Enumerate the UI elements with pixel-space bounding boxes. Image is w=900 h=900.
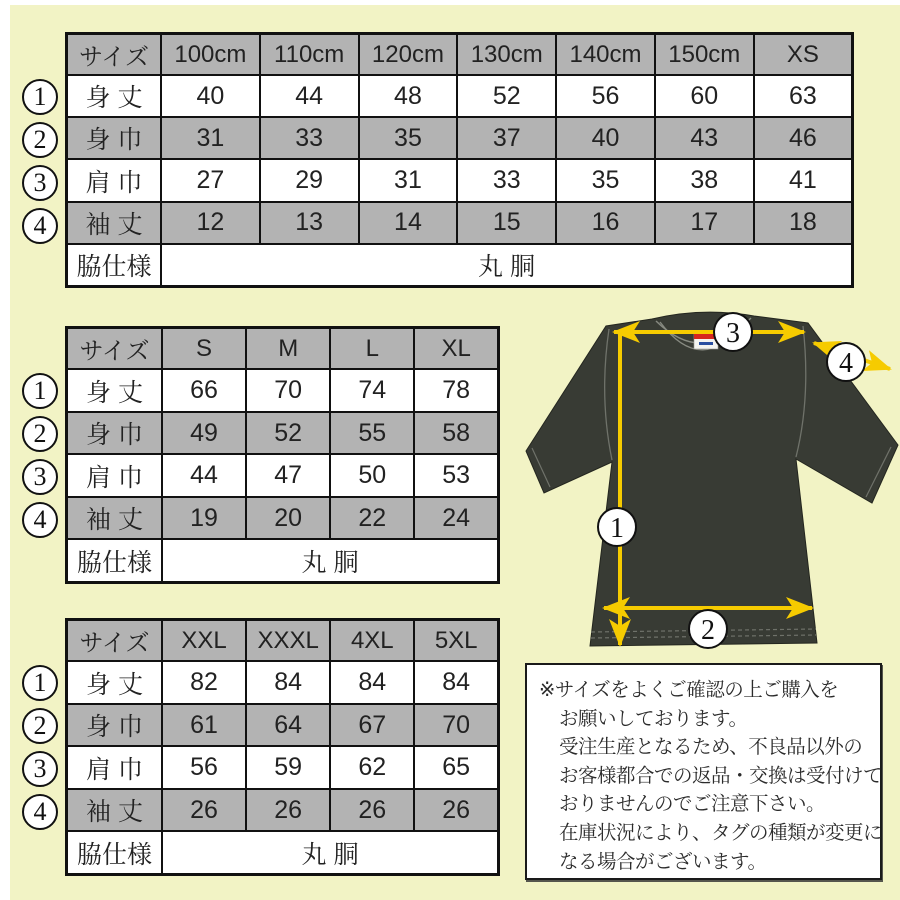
size-table (65, 326, 500, 584)
measure-row-2 (67, 117, 853, 159)
measure-value-cell: 31 (161, 117, 260, 159)
measure-value-cell: 31 (359, 159, 458, 201)
size-column-header: M (246, 328, 330, 370)
size-column-header: 140cm (556, 34, 655, 76)
measure-value-cell: 47 (246, 454, 330, 497)
side-spec-row (67, 831, 499, 874)
measure-label-cell: 身 巾 (67, 704, 163, 747)
size-column-header: 4XL (330, 620, 414, 662)
header-row (67, 34, 853, 76)
measure-value-cell: 17 (655, 202, 754, 244)
purchase-notice-box (525, 663, 882, 880)
marker-2 (689, 610, 727, 648)
size-column-header: 150cm (655, 34, 754, 76)
measure-value-cell: 15 (457, 202, 556, 244)
measure-label-cell: 身 丈 (67, 661, 163, 704)
side-spec-label-cell: 脇仕様 (67, 244, 162, 287)
measure-value-cell: 67 (330, 704, 414, 747)
side-spec-value-cell: 丸 胴 (162, 539, 499, 582)
measure-value-cell: 62 (330, 746, 414, 789)
circled-number-3: 3 (22, 751, 58, 787)
measure-row-3 (67, 159, 853, 201)
side-spec-label-cell: 脇仕様 (67, 831, 163, 874)
measure-value-cell: 29 (260, 159, 359, 201)
measure-row-1 (67, 75, 853, 117)
measure-label-cell: 肩 巾 (67, 454, 163, 497)
size-column-header: 130cm (457, 34, 556, 76)
notice-line: 受注生産となるため、不良品以外の (559, 736, 863, 759)
header-row (67, 328, 499, 370)
measure-value-cell: 44 (162, 454, 246, 497)
measure-value-cell: 56 (556, 75, 655, 117)
svg-text:2: 2 (701, 615, 715, 646)
measure-value-cell: 78 (414, 369, 498, 412)
side-spec-value-cell: 丸 胴 (162, 831, 499, 874)
measure-row-3 (67, 454, 499, 497)
measure-value-cell: 64 (246, 704, 330, 747)
measure-row-4 (67, 497, 499, 540)
size-column-header: XS (754, 34, 853, 76)
size-column-header: L (330, 328, 414, 370)
size-column-header: XXL (162, 620, 246, 662)
size-header-cell: サイズ (67, 328, 163, 370)
measure-value-cell: 37 (457, 117, 556, 159)
measure-value-cell: 35 (556, 159, 655, 201)
measure-value-cell: 14 (359, 202, 458, 244)
measure-label-cell: 肩 巾 (67, 159, 162, 201)
size-column-header: XXXL (246, 620, 330, 662)
size-header-cell: サイズ (67, 34, 162, 76)
marker-1 (598, 508, 636, 546)
measure-value-cell: 58 (414, 412, 498, 455)
measure-value-cell: 40 (556, 117, 655, 159)
measure-value-cell: 63 (754, 75, 853, 117)
measure-value-cell: 70 (414, 704, 498, 747)
measure-label-cell: 袖 丈 (67, 202, 162, 244)
size-table-big (33, 618, 500, 876)
measure-row-2 (67, 704, 499, 747)
measure-value-cell: 84 (330, 661, 414, 704)
measure-value-cell: 26 (162, 789, 246, 832)
measure-label-cell: 袖 丈 (67, 497, 163, 540)
size-column-header: 5XL (414, 620, 498, 662)
measure-value-cell: 84 (246, 661, 330, 704)
notice-line: お客様都合での返品・交換は受付けて (559, 764, 883, 787)
measure-value-cell: 38 (655, 159, 754, 201)
notice-line: なる場合がございます。 (559, 850, 767, 873)
measure-value-cell: 26 (246, 789, 330, 832)
measure-value-cell: 74 (330, 369, 414, 412)
notice-line: 在庫状況により、タグの種類が変更に (559, 821, 883, 844)
size-column-header: S (162, 328, 246, 370)
measure-value-cell: 22 (330, 497, 414, 540)
measure-value-cell: 60 (655, 75, 754, 117)
circled-number-1: 1 (22, 665, 58, 701)
measure-value-cell: 26 (330, 789, 414, 832)
circled-number-1: 1 (22, 79, 58, 115)
measure-label-cell: 身 巾 (67, 117, 162, 159)
circled-number-1: 1 (22, 373, 58, 409)
measure-value-cell: 53 (414, 454, 498, 497)
measure-value-cell: 43 (655, 117, 754, 159)
side-spec-value-cell: 丸 胴 (161, 244, 853, 287)
measure-value-cell: 52 (246, 412, 330, 455)
measure-label-cell: 身 丈 (67, 369, 163, 412)
side-spec-row (67, 539, 499, 582)
measure-row-4 (67, 789, 499, 832)
measure-value-cell: 61 (162, 704, 246, 747)
measure-value-cell: 55 (330, 412, 414, 455)
measure-value-cell: 13 (260, 202, 359, 244)
measure-value-cell: 40 (161, 75, 260, 117)
notice-line: お願いしております。 (559, 707, 748, 730)
measure-label-cell: 袖 丈 (67, 789, 163, 832)
measure-value-cell: 26 (414, 789, 498, 832)
measure-value-cell: 70 (246, 369, 330, 412)
size-table (65, 618, 500, 876)
measure-value-cell: 12 (161, 202, 260, 244)
circled-number-3: 3 (22, 459, 58, 495)
measure-value-cell: 52 (457, 75, 556, 117)
size-column-header: XL (414, 328, 498, 370)
size-table-kids (33, 32, 854, 288)
measure-label-cell: 肩 巾 (67, 746, 163, 789)
measure-value-cell: 44 (260, 75, 359, 117)
measure-value-cell: 50 (330, 454, 414, 497)
measure-value-cell: 19 (162, 497, 246, 540)
measure-row-3 (67, 746, 499, 789)
svg-text:1: 1 (610, 513, 624, 544)
size-table (65, 32, 854, 288)
measure-label-cell: 身 巾 (67, 412, 163, 455)
measure-row-4 (67, 202, 853, 244)
circled-number-2: 2 (22, 122, 58, 158)
circled-number-4: 4 (22, 208, 58, 244)
header-row (67, 620, 499, 662)
size-column-header: 100cm (161, 34, 260, 76)
size-column-header: 120cm (359, 34, 458, 76)
circled-number-2: 2 (22, 708, 58, 744)
measure-value-cell: 66 (162, 369, 246, 412)
marker-3 (714, 313, 752, 351)
circled-number-3: 3 (22, 165, 58, 201)
measure-value-cell: 49 (162, 412, 246, 455)
notice-line: ※サイズをよくご確認の上ご購入を (539, 679, 839, 701)
svg-text:3: 3 (726, 318, 740, 349)
circled-number-2: 2 (22, 416, 58, 452)
measure-label-cell: 身 丈 (67, 75, 162, 117)
measure-value-cell: 33 (457, 159, 556, 201)
size-table-adult (33, 326, 500, 584)
measure-value-cell: 84 (414, 661, 498, 704)
measure-value-cell: 56 (162, 746, 246, 789)
measure-value-cell: 46 (754, 117, 853, 159)
measure-value-cell: 20 (246, 497, 330, 540)
side-spec-label-cell: 脇仕様 (67, 539, 163, 582)
measure-value-cell: 41 (754, 159, 853, 201)
measure-value-cell: 27 (161, 159, 260, 201)
measure-value-cell: 48 (359, 75, 458, 117)
measure-value-cell: 24 (414, 497, 498, 540)
measure-value-cell: 82 (162, 661, 246, 704)
measure-value-cell: 16 (556, 202, 655, 244)
size-column-header: 110cm (260, 34, 359, 76)
circled-number-4: 4 (22, 794, 58, 830)
size-header-cell: サイズ (67, 620, 163, 662)
tshirt-measure-diagram (500, 305, 900, 660)
notice-line: おりませんのでご注意下さい。 (559, 793, 826, 816)
marker-4 (827, 343, 865, 381)
measure-value-cell: 35 (359, 117, 458, 159)
measure-row-2 (67, 412, 499, 455)
measure-value-cell: 59 (246, 746, 330, 789)
svg-text:4: 4 (839, 348, 853, 379)
side-spec-row (67, 244, 853, 287)
measure-row-1 (67, 661, 499, 704)
measure-row-1 (67, 369, 499, 412)
circled-number-4: 4 (22, 502, 58, 538)
measure-value-cell: 65 (414, 746, 498, 789)
measure-value-cell: 33 (260, 117, 359, 159)
measure-value-cell: 18 (754, 202, 853, 244)
